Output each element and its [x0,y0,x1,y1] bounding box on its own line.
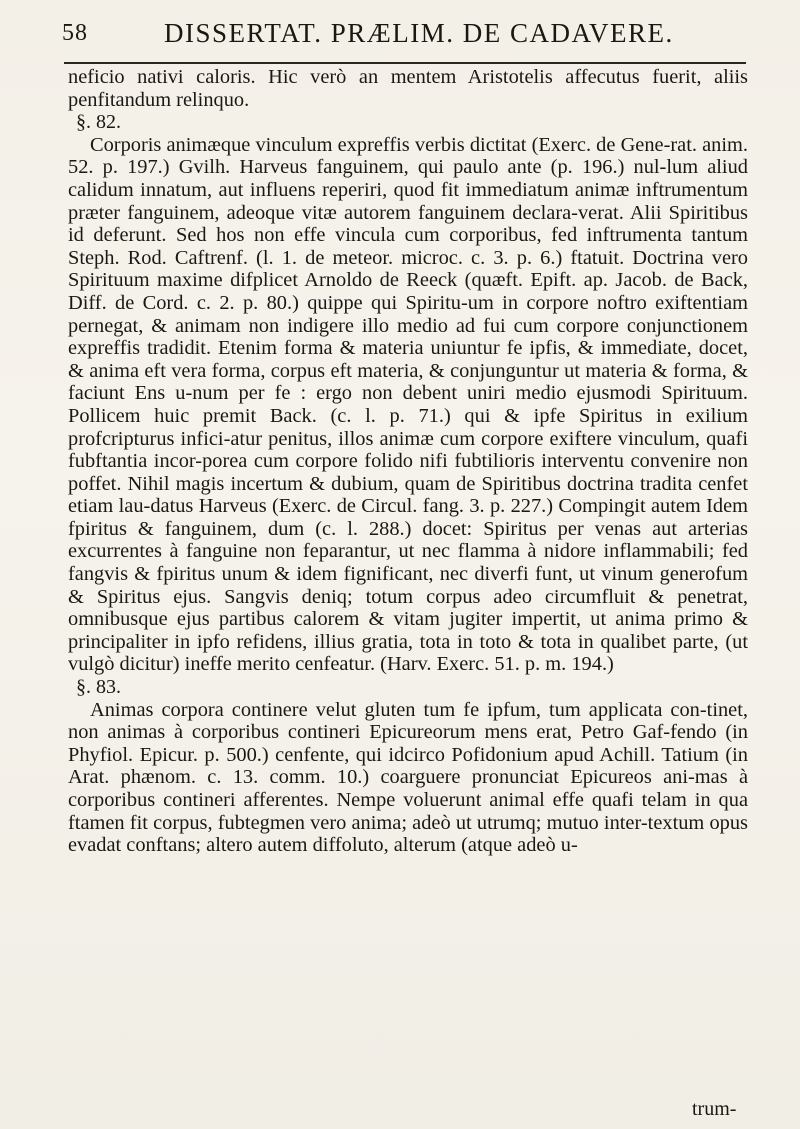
body-text [68,66,748,857]
running-title: DISSERTAT. PRÆLIM. DE CADAVERE. [164,18,674,48]
page-number: 58 [62,20,88,46]
catchword: trum- [692,1098,737,1120]
section-number-82: §. 82. [76,111,121,134]
page-header [60,14,760,48]
paragraph-83: Animas corpora continere velut gluten tum fe ipfum, tum applicata con-tinet, non animas à corporibus contineri Epicureorum mens erat, Petro Gaf-fendo (in Phyfiol. Epicur. p. 500.) cenfente, qui idcirco Pofidonium apud Achill. Tatium (in Arat. phænom. c. 13. comm. 10.) coarguere pronunciat Epicureos ani-mas à corporibus contineri afferentes. Nempe voluerunt animal effe quafi telam in qua ftamen fit corpus, fubtegmen vero anima; adeò ut utrumq; mutuo inter-textum opus evadat conftans; altero autem diffoluto, alterum (atque adeò u- [68,698,748,857]
header-rule [64,62,746,64]
section-number-83: §. 83. [76,676,121,699]
paragraph-82: Corporis animæque vinculum expreffis verbis dictitat (Exerc. de Gene-rat. anim. 52. p. 197.) Gvilh. Harveus fanguinem, qui paulo ante (p. 196.) nul-lum aliud calidum innatum, aut influens reperiri, quod fit immediatum animæ inftrumentum præter fanguinem, adeoque vitæ autorem fanguinem declara-verat. Alii Spiritibus id deferunt. Sed hos non effe vincula cum corporibus, fed inftrumenta tantum Steph. Rod. Caftrenf. (l. 1. de meteor. microc. c. 3. p. 6.) ftatuit. Doctrina vero Spirituum maxime difplicet Arnoldo de Reeck (quæft. Epift. ap. Jacob. de Back, Diff. de Cord. c. 2. p. 80.) quippe qui Spiritu-um in corpore noftro exiftentiam pernegat, & animam non indigere illo medio ad fui cum corpore conjunctionem expreffis tradidit. Etenim forma & materia uniuntur fe ipfis, & immediate, docet, & anima eft vera forma, corpus eft materia, & conjunguntur ut materia & forma, & faciunt Ens u-num per fe : ergo non debent uniri medio ejusmodi Spirituum. Pollicem huic premit Back. (c. l. p. 71.) qui & ipfe Spiritus in exilium profcripturus infici-atur penitus, illos animæ cum corpore exiftere vinculum, quafi fubftantia incor-porea cum corpore folido nifi fubtilioris interventu convenire non poffet. Nihil magis incertum & dubium, quam de Spiritibus doctrina tradita cenfet etiam lau-datus Harveus (Exerc. de Circul. fang. 3. p. 227.) Compingit autem Idem fpiritus & fanguinem, dum (c. l. 288.) docet: Spiritus per venas aut arterias excurrentes à fanguine non feparantur, ut nec flamma à nidore inflammabili; fed fangvis & fpiritus unum & idem fignificant, nec diverfi funt, ut vinum generofum & Spiritus ejus. Sangvis deniq; totum corpus adeo circumfluit & penetrat, omnibusque ejus partibus calorem & vitam jugiter impertit, ut anima primo & principaliter in ipfo refidens, illius gratia, tota in toto & tota in qualibet parte, (ut vulgò dicitur) ineffe merito cenfeatur. (Harv. Exerc. 51. p. m. 194.) [68,133,748,676]
paragraph-continuation: neficio nativi caloris. Hic verò an mentem Aristotelis affecutus fuerit, aliis penfitandum relinquo. [68,66,748,111]
